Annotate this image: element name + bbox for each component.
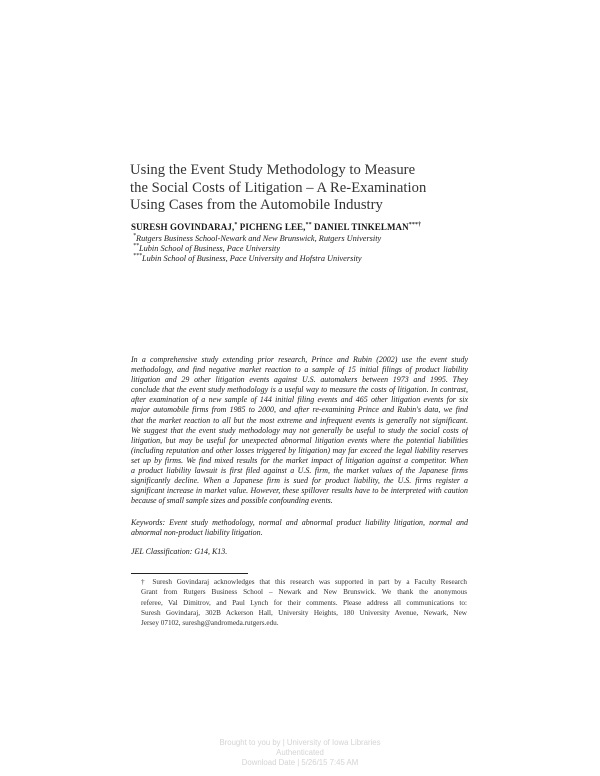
- abstract-line: We suggest that the event study methodology may not generally be useful to study the social costs of: [131, 425, 468, 435]
- keywords-line: abnormal non-product liability litigation.: [131, 528, 263, 538]
- abstract-line: significantly decline. When a Japanese firm is sued for product liability, the U.S. firms register a: [131, 476, 468, 486]
- abstract-line: after examination of a new sample of 144 initial filing events and 465 other litigation events for six: [131, 395, 468, 405]
- footnote-divider: [131, 573, 248, 574]
- author-name: SURESH GOVINDARAJ,: [131, 222, 235, 232]
- abstract: [131, 355, 468, 506]
- download-watermark-line: Brought to you by | University of Iowa Libraries: [219, 738, 381, 747]
- abstract-line: because of small sample sizes and possible confounding events.: [131, 496, 333, 506]
- author-list: [131, 222, 511, 232]
- author-mark: ***†: [408, 222, 422, 228]
- abstract-line: (including reputation and other losses triggered by litigation) may far exceed the legal liability reserves: [131, 445, 468, 455]
- title-line: Using the Event Study Methodology to Measure: [130, 162, 416, 178]
- footnote-line: Jersey 07102, sureshg@andromeda.rutgers.edu.: [141, 619, 279, 628]
- abstract-line: major automobile firms from 1985 to 2000, and after re-examining Prince and Rubin's data, we find: [131, 405, 468, 415]
- author-mark: *: [234, 222, 238, 228]
- affiliation-text: Rutgers Business School-Newark and New Brunswick, Rutgers University: [136, 234, 382, 243]
- author-mark: **: [305, 222, 312, 228]
- abstract-line: a product liability lawsuit is first filed against a U.S. firm, the market values of the Japanese firms: [131, 466, 468, 476]
- footnote: [141, 577, 467, 628]
- abstract-line: litigation, but may be useful for unexpected abnormal litigation events where the potential liabilities: [131, 435, 468, 445]
- jel-classification: JEL Classification: G14, K13.: [131, 547, 228, 556]
- download-watermark-line: Authenticated: [276, 748, 324, 757]
- affiliation: [133, 254, 513, 263]
- footnote-line: † Suresh Govindaraj acknowledges that this research was supported in part by a Faculty Research: [141, 578, 467, 586]
- affiliation-mark: ***: [133, 253, 142, 260]
- abstract-line: litigation and 29 other litigation events against U.S. automakers between 1973 and 1995. They: [131, 375, 468, 385]
- paper-title: [130, 162, 490, 215]
- download-watermark-line: Download Date | 5/26/15 7:45 AM: [241, 758, 359, 767]
- footnote-line: referee, Val Dimitrov, and Paul Lynch for their comments. Please address all communications to:: [141, 598, 467, 607]
- title-line: Using Cases from the Automobile Industry: [130, 197, 383, 214]
- abstract-line: methodology, and find negative market reaction to a sample of 15 initial filings of product liability: [131, 365, 468, 375]
- abstract-line: In a comprehensive study extending prior research, Prince and Rubin (2002) use the event study: [131, 355, 468, 364]
- keywords: [131, 518, 468, 539]
- author-name: DANIEL TINKELMAN: [311, 222, 409, 232]
- abstract-line: set up by firms. We find mixed results for the market impact of litigation against a competitor. When: [131, 455, 468, 465]
- footnote-line: Suresh Govindaraj, 302B Ackerson Hall, University Heights, 180 University Avenue, Newark, New: [141, 608, 467, 617]
- footnote-line: Grant from Rutgers Business School – Newark and New Brunswick. We thank the anonymous: [141, 588, 467, 597]
- abstract-line: conclude that the event study methodology is a useful way to measure the costs of litigation. In contrast,: [131, 385, 468, 395]
- abstract-line: significant increase in market value. However, these spillover results have to be interpreted with caution: [131, 486, 468, 496]
- affiliation-text: Lubin School of Business, Pace University: [139, 244, 281, 253]
- title-line: the Social Costs of Litigation – A Re-Examination: [130, 179, 427, 196]
- affiliation-mark: **: [133, 243, 139, 250]
- author-name: PICHENG LEE,: [237, 222, 306, 232]
- affiliation: [133, 244, 513, 253]
- affiliation-mark: *: [133, 233, 136, 240]
- affiliation-text: Lubin School of Business, Pace University and Hofstra University: [142, 254, 362, 263]
- affiliation: [133, 234, 513, 243]
- abstract-line: that the market reaction to all but the most extreme and infrequent events is generally not significant.: [131, 415, 468, 425]
- keywords-line: Keywords: Event study methodology, normal and abnormal product liability litigation, normal and: [131, 518, 468, 527]
